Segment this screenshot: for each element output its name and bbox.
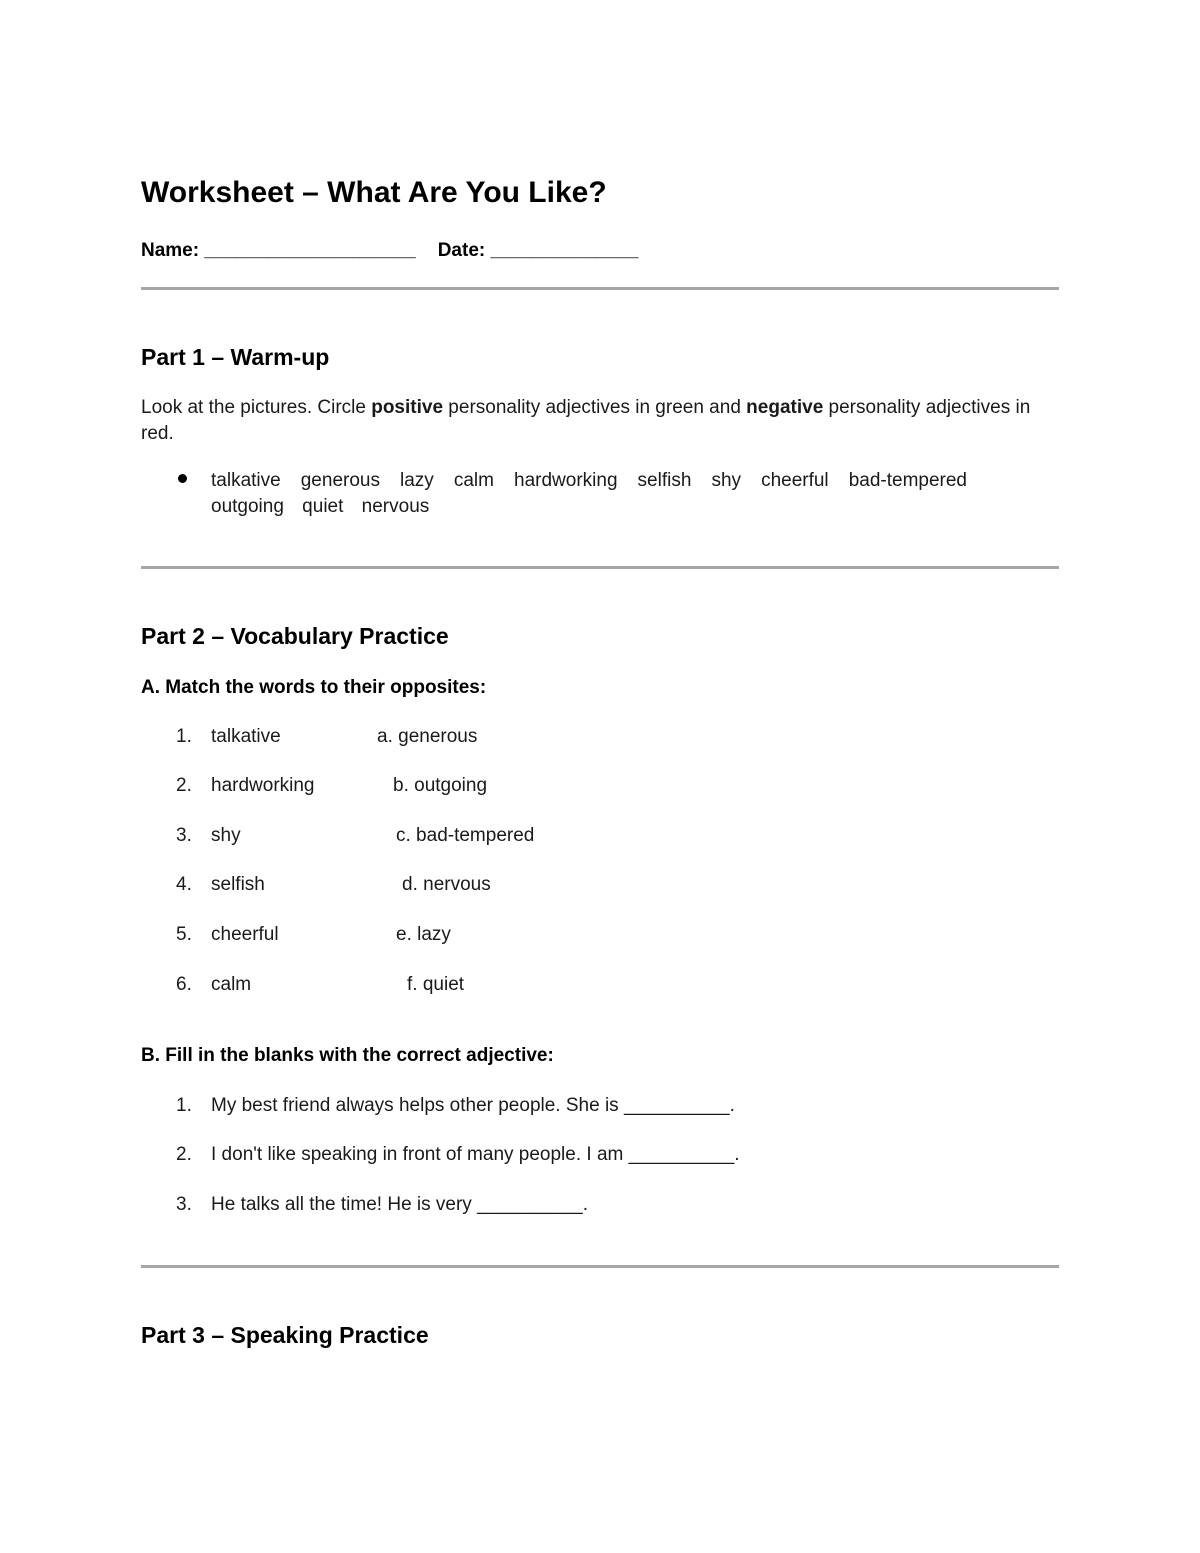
match-opposite: c. bad-tempered <box>396 825 535 846</box>
instruction-text: personality adjectives in red. <box>141 397 1031 444</box>
date-field[interactable]: Date: ______________ <box>437 240 639 261</box>
section-divider <box>141 287 1059 290</box>
part3-heading: Part 3 – Speaking Practice <box>141 1322 429 1348</box>
item-number: 3. <box>176 825 192 846</box>
item-number: 2. <box>176 775 192 796</box>
name-field[interactable]: Name: ____________________ <box>141 240 416 261</box>
item-number: 6. <box>176 974 192 995</box>
match-opposite: f. quiet <box>407 974 465 995</box>
name-date-line <box>141 240 638 262</box>
match-word: selfish <box>211 874 265 895</box>
match-word: hardworking <box>211 775 315 796</box>
match-opposite: d. nervous <box>402 874 491 895</box>
item-number: 1. <box>176 726 192 747</box>
worksheet-title: Worksheet – What Are You Like? <box>141 176 607 209</box>
fill-sentence[interactable]: He talks all the time! He is very __________. <box>211 1194 589 1215</box>
instruction-negative: negative <box>746 397 824 418</box>
part1-heading: Part 1 – Warm-up <box>141 344 330 370</box>
item-number: 4. <box>176 874 192 895</box>
match-opposite: e. lazy <box>396 924 451 945</box>
fill-heading: B. Fill in the blanks with the correct adjective: <box>141 1045 554 1066</box>
instruction-text: Look at the pictures. Circle <box>141 397 372 418</box>
item-number: 3. <box>176 1194 192 1215</box>
part1-instruction <box>141 395 1041 447</box>
instruction-text: personality adjectives in green and <box>443 397 747 418</box>
match-opposite: b. outgoing <box>393 775 488 796</box>
part2-heading: Part 2 – Vocabulary Practice <box>141 623 449 649</box>
match-word: talkative <box>211 726 281 747</box>
match-word: shy <box>211 825 241 846</box>
fill-sentence[interactable]: I don't like speaking in front of many people. I am __________. <box>211 1144 740 1165</box>
word-bank-text: talkative generous lazy calm hardworking selfish shy cheerful bad-tempered outgoing quiet nervous <box>211 470 967 517</box>
match-word: cheerful <box>211 924 279 945</box>
item-number: 2. <box>176 1144 192 1165</box>
section-divider <box>141 566 1059 569</box>
section-divider <box>141 1265 1059 1268</box>
fill-sentence[interactable]: My best friend always helps other people. She is __________. <box>211 1095 735 1116</box>
instruction-positive: positive <box>371 397 444 418</box>
item-number: 5. <box>176 924 192 945</box>
match-word: calm <box>211 974 252 995</box>
item-number: 1. <box>176 1095 192 1116</box>
match-heading: A. Match the words to their opposites: <box>141 677 487 698</box>
bullet-icon <box>178 474 187 483</box>
match-opposite: a. generous <box>377 726 478 747</box>
